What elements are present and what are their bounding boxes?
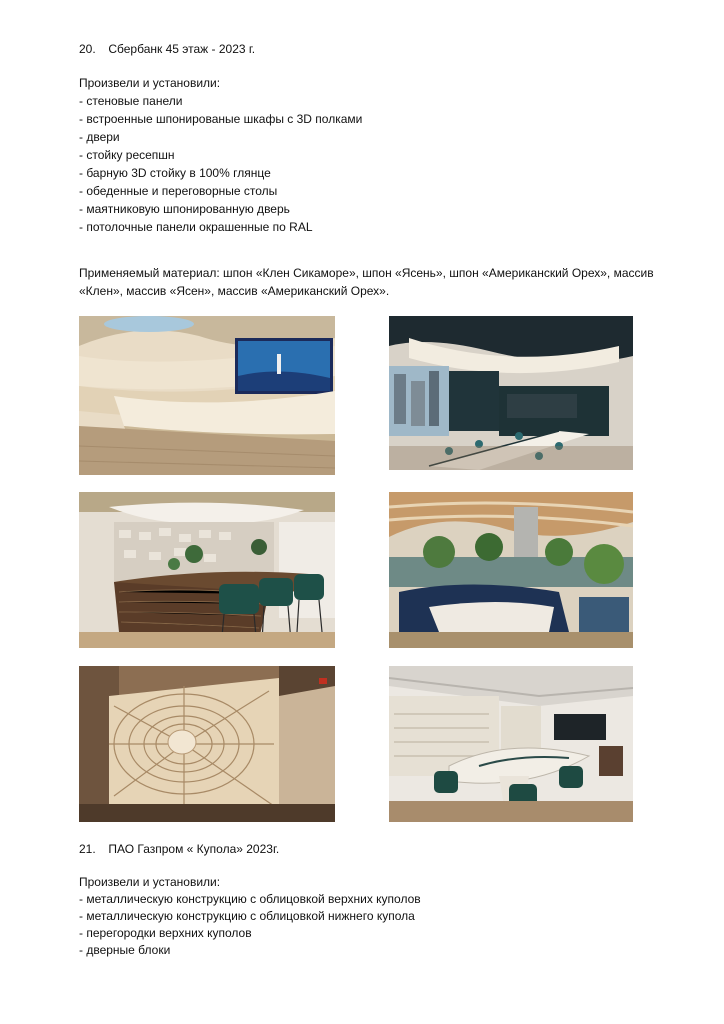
- list-item: - маятниковую шпонированную дверь: [79, 202, 290, 216]
- list-item: - стеновые панели: [79, 94, 183, 108]
- list-item: - перегородки верхних куполов: [79, 926, 252, 940]
- section-20-title: Сбербанк 45 этаж - 2023 г.: [108, 42, 256, 56]
- list-item: - обеденные и переговорные столы: [79, 184, 278, 198]
- list-item: - встроенные шпонированые шкафы с 3D полками: [79, 112, 363, 126]
- section-20-number: 20.: [79, 42, 96, 56]
- section-20-heading: [79, 40, 255, 58]
- list-item: - барную 3D стойку в 100% глянце: [79, 166, 271, 180]
- section-20-work-list: [79, 74, 659, 236]
- materials-line-2: «Клен», массив «Ясен», массив «Американский Орех».: [79, 284, 390, 298]
- conference-room-photo: [389, 316, 633, 470]
- list-item: - дверные блоки: [79, 943, 171, 957]
- section-21-heading: [79, 840, 279, 858]
- reception-desk-photo: [79, 316, 335, 475]
- meeting-table-photo: [389, 666, 633, 822]
- materials-paragraph: [79, 264, 669, 300]
- list-item: - металлическую конструкцию с облицовкой нижнего купола: [79, 909, 415, 923]
- bar-counter-photo: [79, 492, 335, 648]
- section-21-title: ПАО Газпром « Купола» 2023г.: [108, 842, 280, 856]
- lounge-dining-photo: [389, 492, 633, 648]
- section-21-work-list: [79, 874, 659, 959]
- materials-line-1: Применяемый материал: шпон «Клен Сикаморе», шпон «Ясень», шпон «Американский Орех», массив: [79, 266, 654, 280]
- sculpted-wall-panel-photo: [79, 666, 335, 822]
- section-21-intro: Произвели и установили:: [79, 875, 221, 889]
- list-item: - двери: [79, 130, 120, 144]
- list-item: - стойку ресепшн: [79, 148, 175, 162]
- section-20-intro: Произвели и установили:: [79, 76, 221, 90]
- list-item: - металлическую конструкцию с облицовкой верхних куполов: [79, 892, 421, 906]
- list-item: - потолочные панели окрашенные по RAL: [79, 220, 313, 234]
- section-21-number: 21.: [79, 842, 96, 856]
